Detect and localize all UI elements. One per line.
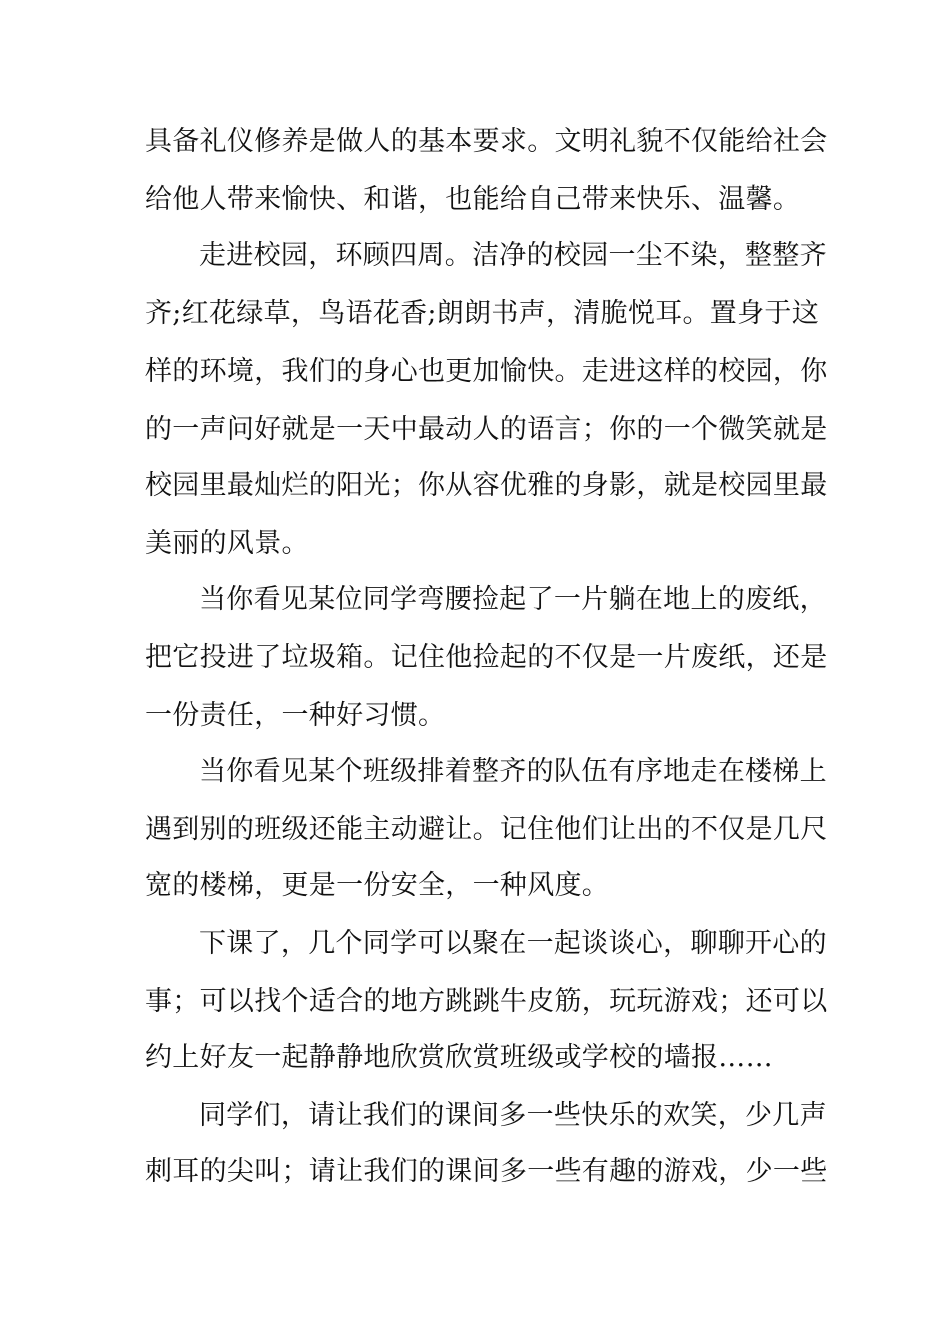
text-line: 齐;红花绿草，鸟语花香;朗朗书声，清脆悦耳。置身于这 (145, 298, 819, 329)
text-line: 把它投进了垃圾箱。记住他捡起的不仅是一片废纸，还是 (145, 642, 828, 673)
text-line: 宽的楼梯，更是一份安全，一种风度。 (145, 870, 610, 901)
text-line: 一份责任，一种好习惯。 (145, 700, 446, 731)
text-line: 具备礼仪修养是做人的基本要求。文明礼貌不仅能给社会 (145, 126, 828, 157)
paragraph-first-line: 走进校园，环顾四周。洁净的校园一尘不染，整整齐 (199, 240, 827, 271)
text-line: 遇到别的班级还能主动避让。记住他们让出的不仅是几尺 (145, 814, 828, 845)
text-line: 样的环境，我们的身心也更加愉快。走进这样的校园，你 (145, 356, 828, 387)
text-line: 美丽的风景。 (145, 528, 309, 559)
paragraph-first-line: 同学们，请让我们的课间多一些快乐的欢笑，少几声 (199, 1100, 827, 1131)
text-line: 的一声问好就是一天中最动人的语言；你的一个微笑就是 (145, 414, 828, 445)
paragraph-first-line: 下课了，几个同学可以聚在一起谈谈心，聊聊开心的 (199, 928, 827, 959)
text-line: 刺耳的尖叫；请让我们的课间多一些有趣的游戏，少一些 (145, 1156, 828, 1187)
text-line: 校园里最灿烂的阳光；你从容优雅的身影，就是校园里最 (145, 470, 828, 501)
text-line: 约上好友一起静静地欣赏欣赏班级或学校的墙报…… (145, 1042, 773, 1073)
paragraph-first-line: 当你看见某个班级排着整齐的队伍有序地走在楼梯上 (199, 756, 827, 787)
paragraph-first-line: 当你看见某位同学弯腰捡起了一片躺在地上的废纸， (199, 584, 827, 615)
text-line: 给他人带来愉快、和谐，也能给自己带来快乐、温馨。 (145, 184, 801, 215)
text-line: 事；可以找个适合的地方跳跳牛皮筋，玩玩游戏；还可以 (145, 986, 828, 1017)
